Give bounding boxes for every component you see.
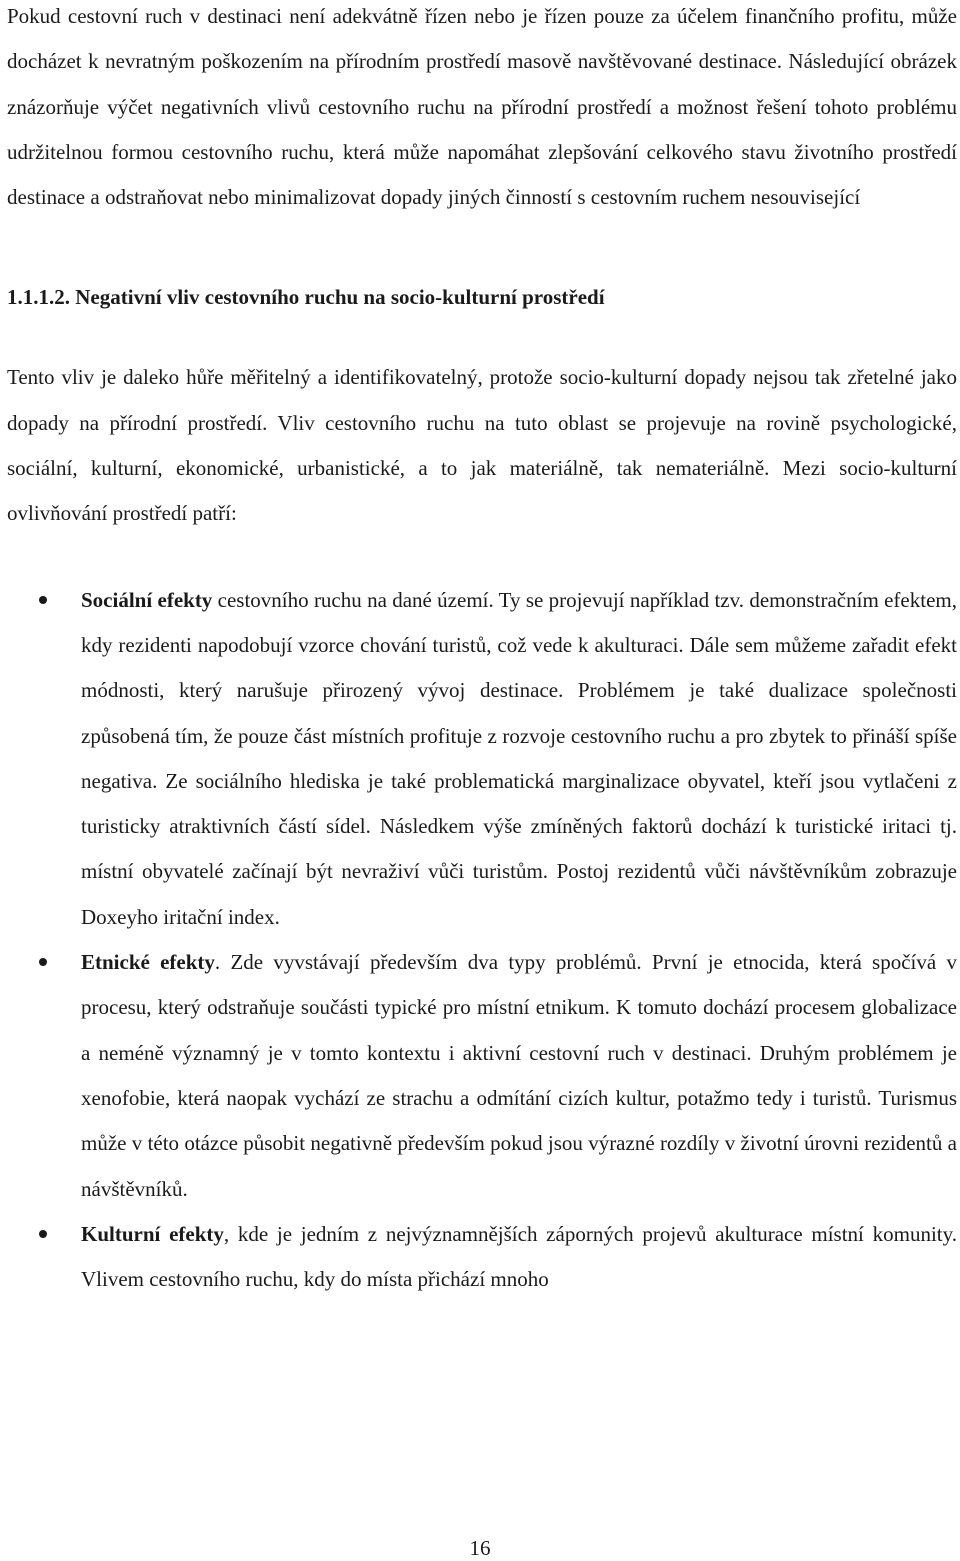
section-paragraph: Tento vliv je daleko hůře měřitelný a identifikovatelný, protože socio-kulturní dopady nejsou tak zřetelné jako dopady na přírodní prostředí. Vliv cestovního ruchu na tuto oblast se projevuje na rovině psychologické, sociální, kulturní, ekonomické, urbanistické, a to jak materiálně, tak nemateriálně. Mezi socio-kulturní ovlivňování prostředí patří: [7,365,957,526]
bullet-icon [39,958,47,966]
bullet-list [7,578,957,1303]
bullet-icon [39,596,47,604]
bullet-term: Etnické efekty [81,950,215,975]
bullet-term: Sociální efekty [81,587,213,612]
bullet-icon [39,1230,47,1238]
intro-paragraph: Pokud cestovní ruch v destinaci není adekvátně řízen nebo je řízen pouze za účelem finančního profitu, může docházet k nevratným poškozením na přírodním prostředí masově navštěvované destinace. Následující obrázek znázorňuje výčet negativních vlivů cestovního ruchu na přírodní prostředí a možnost řešení tohoto problému udržitelnou formou cestovního ruchu, která může napomáhat zlepšování celkového stavu životního prostředí destinace a odstraňovat nebo minimalizovat dopady jiných činností s cestovním ruchem nesouvisející [7,4,957,210]
list-item [7,1212,957,1303]
bullet-text: , kde je jedním z nejvýznamnějších záporných projevů akulturace místní komunity. Vlivem cestovního ruchu, kdy do místa přichází mnoho [81,1221,957,1292]
bullet-text: cestovního ruchu na dané území. Ty se projevují například tzv. demonstračním efektem, kdy rezidenti napodobují vzorce chování turistů, což vede k akulturaci. Dále sem můžeme zařadit efekt módnosti, který narušuje přirozený vývoj destinace. Problémem je také dualizace společnosti způsobená tím, že pouze část místních profituje z rozvoje cestovního ruchu a pro zbytek to přináší spíše negativa. Ze sociálního hlediska je také problematická marginalizace obyvatel, kteří jsou vytlačeni z turisticky atraktivních částí sídel. Následkem výše zmíněných faktorů dochází k turistické iritaci tj. místní obyvatelé začínají být nevraživí vůči turistům. Postoj rezidentů vůči návštěvníkům zobrazuje Doxeyho iritační index. [81,587,957,929]
list-item [7,578,957,940]
page-number: 16 [469,1536,491,1560]
list-item [7,940,957,1212]
section-heading: 1.1.1.2. Negativní vliv cestovního ruchu na socio-kulturní prostředí [7,285,605,310]
bullet-term: Kulturní efekty [81,1221,224,1246]
document-page [7,0,957,1302]
bullet-text: . Zde vyvstávají především dva typy problémů. První je etnocida, která spočívá v procesu, který odstraňuje součásti typické pro místní etnikum. K tomuto dochází procesem globalizace a neméně významný je v tomto kontextu i aktivní cestovní ruch v destinaci. Druhým problémem je xenofobie, která naopak vychází ze strachu a odmítání cizích kultur, potažmo tedy i turistů. Turismus může v této otázce působit negativně především pokud jsou výrazné rozdíly v životní úrovni rezidentů a návštěvníků. [81,950,957,1201]
